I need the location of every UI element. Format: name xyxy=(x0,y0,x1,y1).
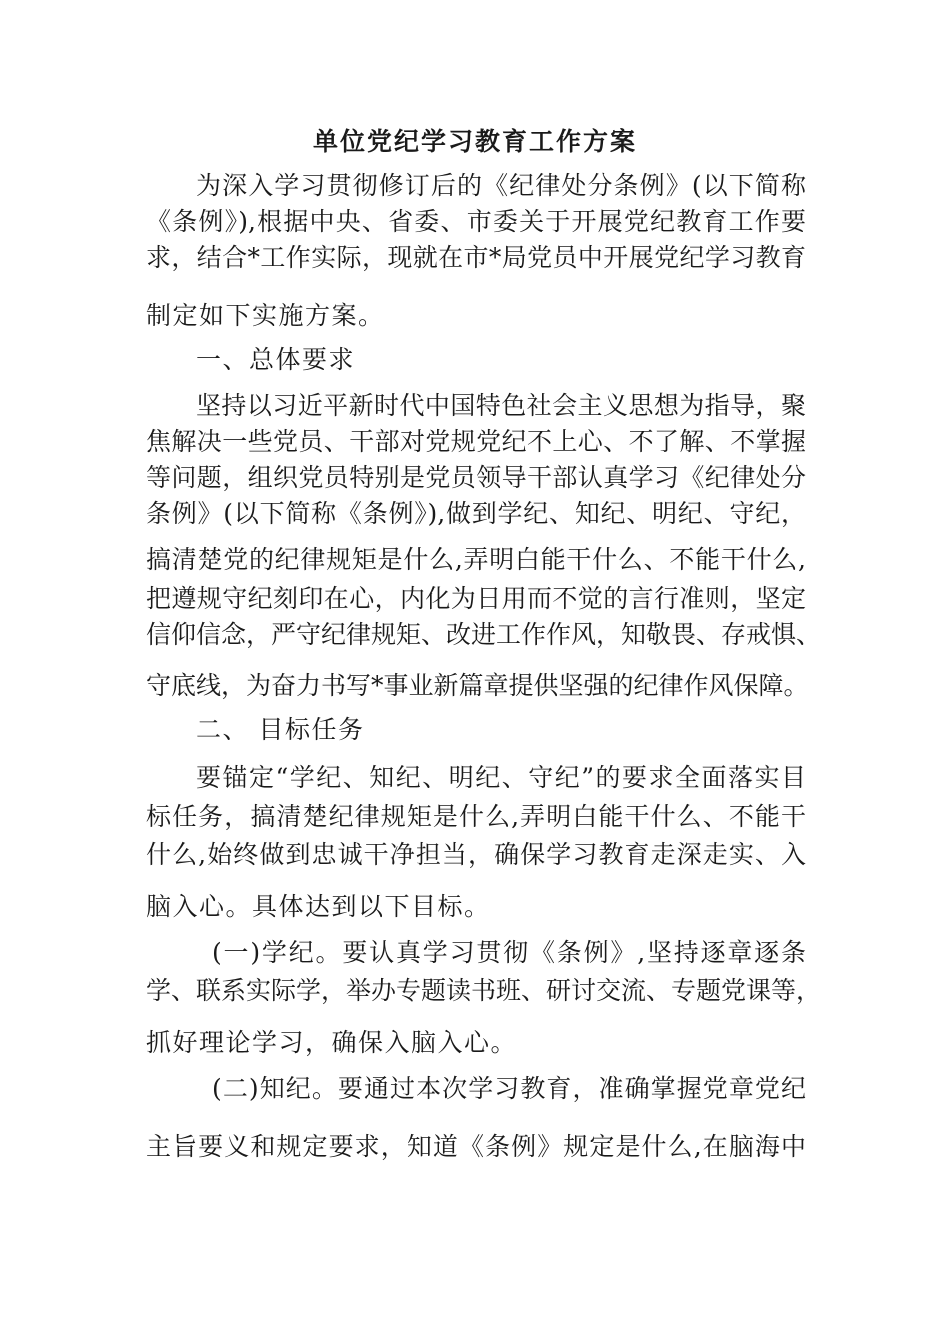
paragraph-line: 标任务，搞清楚纪律规矩是什么,弄明白能干什么、不能干 xyxy=(146,802,806,831)
paragraph-line: 守底线，为奋力书写*事业新篇章提供坚强的纪律作风保障。 xyxy=(146,671,809,700)
paragraph-line: 为深入学习贯彻修订后的《纪律处分条例》(以下简称 xyxy=(196,171,806,200)
section-heading: 一、总体要求 xyxy=(196,345,356,374)
paragraph-line: 条例》(以下简称《条例》),做到学纪、知纪、明纪、守纪， xyxy=(146,499,806,528)
paragraph-line: 制定如下实施方案。 xyxy=(146,301,385,330)
paragraph-line: 要锚定“学纪、知纪、明纪、守纪”的要求全面落实目 xyxy=(196,763,806,792)
paragraph-line: 焦解决一些党员、干部对党规党纪不上心、不了解、不掌握 xyxy=(146,427,806,456)
paragraph-line: 搞清楚党的纪律规矩是什么,弄明白能干什么、不能干什么, xyxy=(146,545,806,574)
paragraph-line: 主旨要义和规定要求，知道《条例》规定是什么,在脑海中 xyxy=(146,1132,806,1161)
paragraph-line: 信仰信念，严守纪律规矩、改进工作作风，知敬畏、存戒惧、 xyxy=(146,620,822,649)
paragraph-line: (二)知纪。要通过本次学习教育，准确掌握党章党纪 xyxy=(212,1074,806,1103)
paragraph-line: 脑入心。具体达到以下目标。 xyxy=(146,892,491,921)
paragraph-line: 坚持以习近平新时代中国特色社会主义思想为指导，聚 xyxy=(196,391,806,420)
paragraph-line: 求，结合*工作实际，现就在市*局党员中开展党纪学习教育 xyxy=(146,243,806,272)
section-heading: 二、 目标任务 xyxy=(196,715,365,744)
paragraph-line: (一)学纪。要认真学习贯彻《条例》,坚持逐章逐条 xyxy=(212,938,806,967)
paragraph-line: 《条例》),根据中央、省委、市委关于开展党纪教育工作要 xyxy=(146,207,806,236)
paragraph-line: 抓好理论学习，确保入脑入心。 xyxy=(146,1028,518,1057)
paragraph-line: 把遵规守纪刻印在心，内化为日用而不觉的言行准则，坚定 xyxy=(146,584,806,613)
paragraph-line: 等问题，组织党员特别是党员领导干部认真学习《纪律处分 xyxy=(146,463,806,492)
paragraph-line: 什么,始终做到忠诚干净担当，确保学习教育走深走实、入 xyxy=(146,840,806,869)
paragraph-line: 学、联系实际学，举办专题读书班、研讨交流、专题党课等， xyxy=(146,976,822,1005)
document-title: 单位党纪学习教育工作方案 xyxy=(312,127,637,156)
